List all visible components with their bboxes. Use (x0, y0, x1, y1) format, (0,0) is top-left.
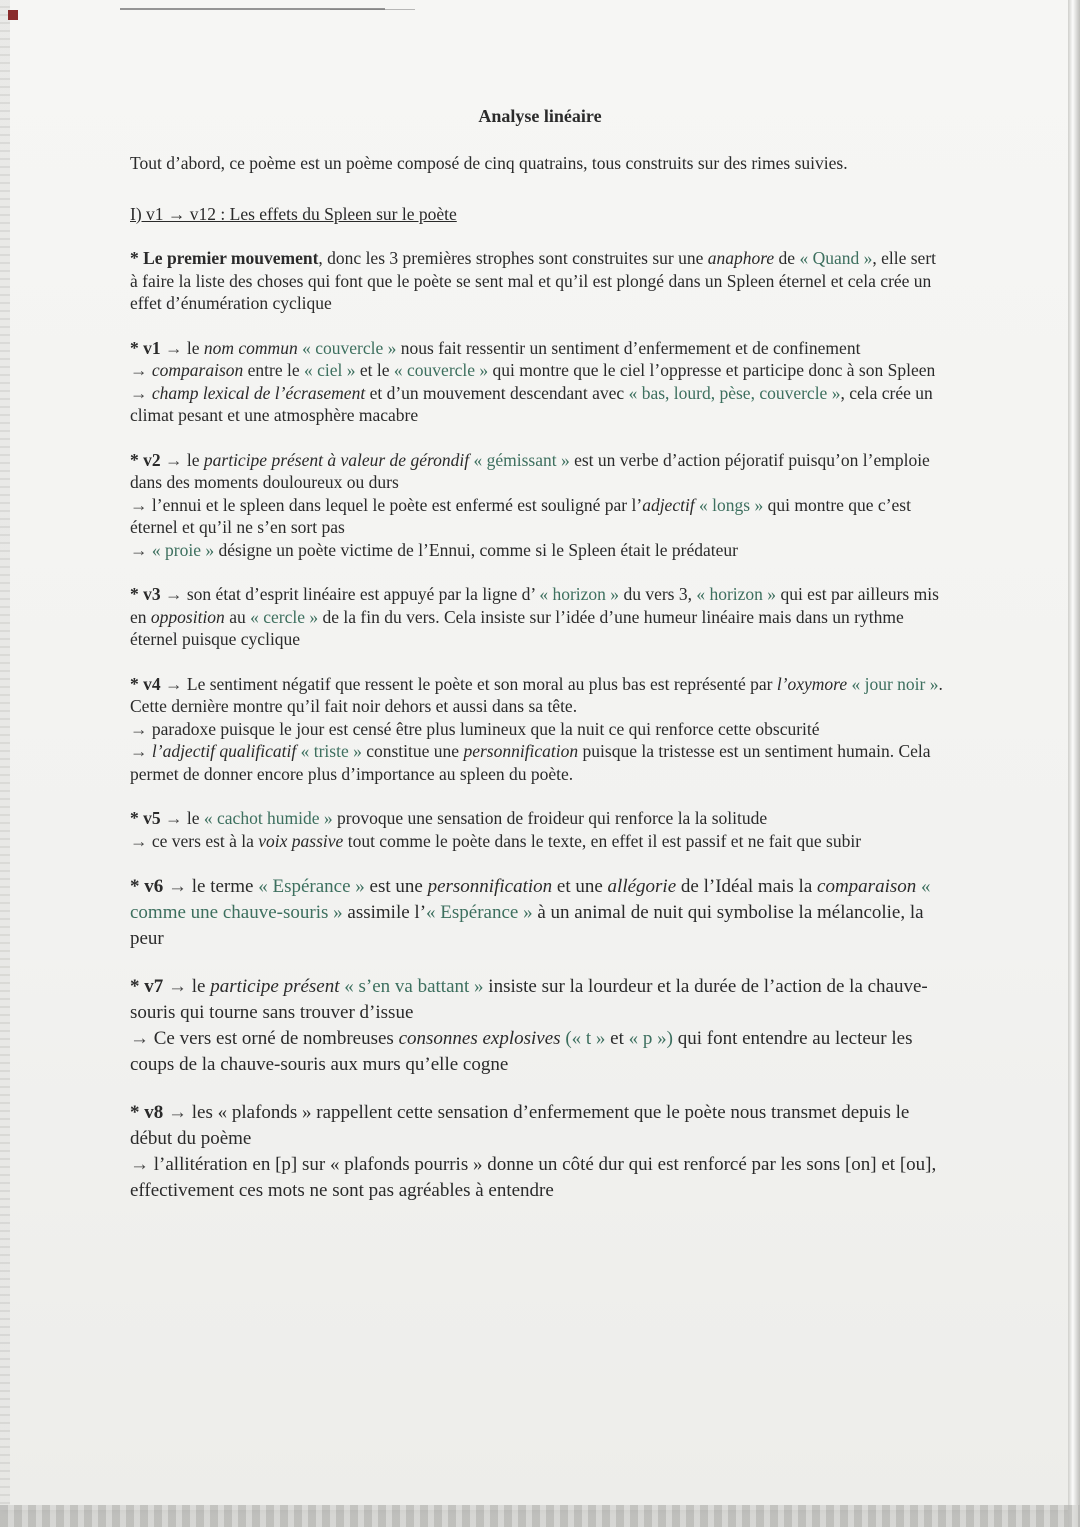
binder-strip (0, 1505, 1080, 1527)
arrow-icon: → (130, 1028, 149, 1049)
arrow-icon: → (165, 449, 183, 470)
movement-heading: Le premier mouvement (143, 248, 319, 268)
verse-label: * v8 (130, 1102, 164, 1123)
verse-label: * v4 (130, 673, 161, 694)
arrow-icon: → (168, 976, 187, 997)
verse-label: * v7 (130, 976, 164, 997)
arrow-icon: → (165, 584, 183, 604)
intro-paragraph: Tout d’abord, ce poème est un poème composé de cinq quatrains, tous construits sur des rimes suivies. (130, 153, 848, 173)
arrow-icon: → (165, 337, 183, 358)
page-left-edge (0, 0, 10, 1510)
corner-mark (8, 10, 18, 20)
verse-block-v3: * v3 → son état d’esprit linéaire est appuyé par la ligne d’ « horizon » du vers 3, « horizon » qui est par ailleurs mis en opposition au « cercle » de la fin du vers. Cela insiste sur l’idée d’une humeur linéaire mais dans un rythme éternel puisque cyclique (130, 584, 939, 649)
arrow-icon: → (168, 1102, 187, 1123)
arrow-icon: → (130, 539, 148, 560)
arrow-icon: → (168, 876, 187, 897)
arrow-icon: → (165, 808, 183, 828)
arrow-icon: → (130, 382, 148, 403)
arrow-icon: → (130, 718, 148, 739)
arrow-icon: → (130, 1154, 149, 1175)
verse-label: * v5 (130, 808, 161, 828)
arrow-icon: → (130, 494, 148, 515)
arrow-icon: → (130, 830, 148, 851)
movement-paragraph: * Le premier mouvement, donc les 3 premières strophes sont construites sur une anaphore de « Quand », elle sert à faire la liste des choses qui font que le poète se sent mal et qu’il est plongé dans un Spleen éternel et cela crée un effet d’énumération cyclique (130, 248, 937, 313)
verse-block-v8: * v8 → les « plafonds » rappellent cette sensation d’enfermement que le poète nous transmet depuis le début du poème → l’allitération en [p] sur « plafonds pourris » donne un côté dur qui est renforcé par les sons [on] et [ou], effectivement ces mots ne sont pas agréables à entendre (130, 1102, 937, 1201)
top-rule-secondary (330, 9, 415, 10)
verse-block-v6: * v6 → le terme « Espérance » est une personnification et une allégorie de l’Idéal mais la comparaison « comme une chauve-souris » assimile l’« Espérance » à un animal de nuit qui symbolise la mélancolie, la peur (130, 876, 931, 949)
arrow-icon: → (130, 360, 148, 380)
verse-label: * v1 (130, 337, 161, 358)
verse-block-v4: * v4 → Le sentiment négatif que ressent le poète et son moral au plus bas est représenté par l’oxymore « jour noir ». Cette dernière montre qu’il fait noir dehors et aussi dans sa tête. → paradoxe puisque le jour est censé être plus lumineux que la nuit ce qui renforce cette obscurité → l’adjectif qualificatif « triste » constitue une personnification puisque la tristesse est un sentiment humain. Cela permet de donner encore plus d’importance au spleen du poète. (130, 673, 943, 784)
verse-label: * v3 (130, 584, 161, 604)
movement-block (130, 247, 945, 315)
section-title: I) v1 → v12 : Les effets du Spleen sur le poète (130, 203, 457, 224)
verse-block-v7: * v7 → le participe présent « s’en va battant » insiste sur la lourdeur et la durée de l’action de la chauve-souris qui tourne sans trouver d’issue → Ce vers est orné de nombreuses consonnes explosives (« t » et « p ») qui font entendre au lecteur les coups de la chauve-souris aux murs qu’elle cogne (130, 976, 928, 1075)
verse-label: * v2 (130, 449, 161, 470)
page-right-edge (1068, 0, 1080, 1527)
page-title: Analyse linéaire (478, 106, 602, 126)
arrow-icon: → (130, 741, 148, 761)
verse-block-v1: * v1 → le nom commun « couvercle » nous fait ressentir un sentiment d’enfermement et de confinement → comparaison entre le « ciel » et le « couvercle » qui montre que le ciel l’oppresse et participe donc à son Spleen → champ lexical de l’écrasement et d’un mouvement descendant avec « bas, lourd, pèse, couvercle », cela crée un climat pesant et une atmosphère macabre (130, 337, 936, 425)
verse-block-v5: * v5 → le « cachot humide » provoque une sensation de froideur qui renforce la la solitude → ce vers est à la voix passive tout comme le poète dans le texte, en effet il est passif et ne fait que subir (130, 808, 862, 851)
arrow-icon: → (165, 673, 183, 694)
document-body (130, 152, 945, 1226)
verse-label: * v6 (130, 876, 164, 897)
verse-block-v2: * v2 → le participe présent à valeur de gérondif « gémissant » est un verbe d’action péjoratif puisqu’on l’emploie dans des moments douloureux ou durs → l’ennui et le spleen dans lequel le poète est enfermé est souligné par l’adjectif « longs » qui montre que c’est éternel et qu’il ne s’en sort pas → « proie » désigne un poète victime de l’Ennui, comme si le Spleen était le prédateur (130, 449, 930, 560)
